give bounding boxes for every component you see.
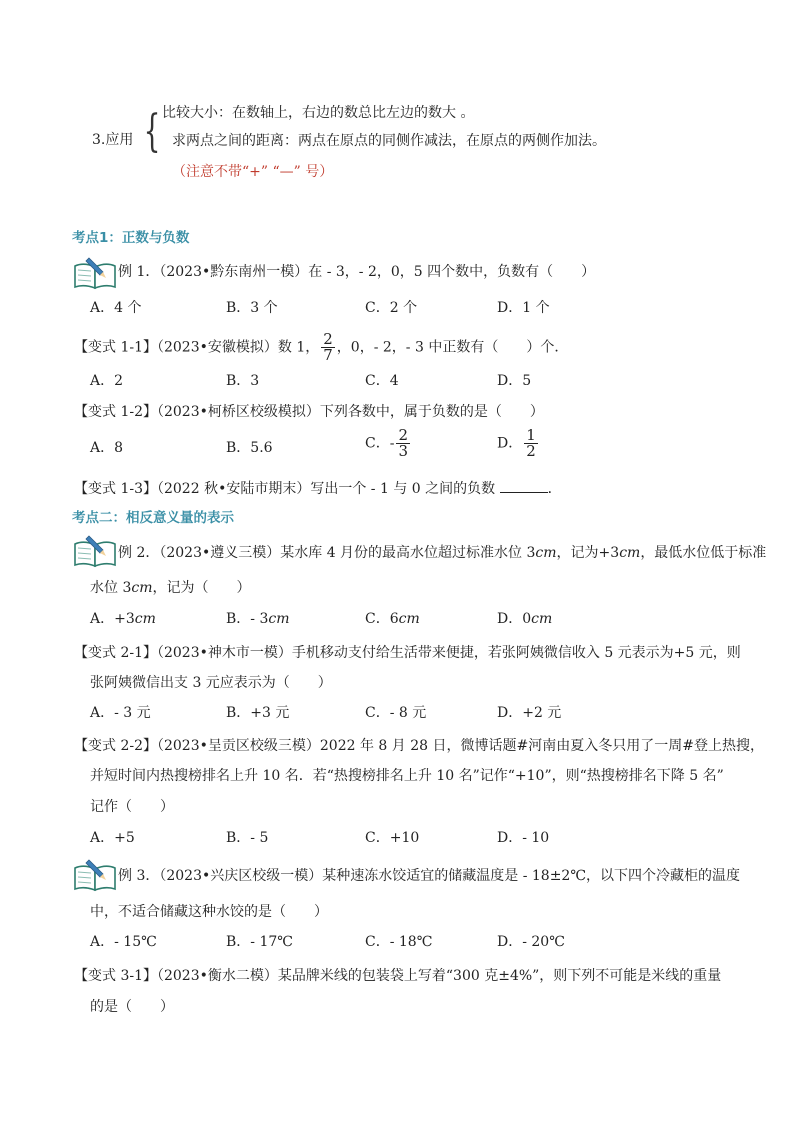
variant-3-1-line-1: 【变式 3-1】（2023•衡水二模）某品牌米线的包装袋上写着“300 克±4%”，则下列不可能是米线的重量 (74, 968, 722, 984)
section-2-title: 考点二：相反意义量的表示 (72, 510, 234, 526)
variant-1-3-question (74, 478, 562, 499)
example-2-option-d (497, 609, 552, 629)
example-3-option-b: B．- 17℃ (226, 934, 293, 950)
example-3-line-1: 例 3．（2023•兴庆区校级一模）某种速冻水饺适宜的储藏温度是 - 18±2℃，以下四个冷藏柜的温度 (118, 868, 740, 884)
variant-2-2-line-3: 记作（ ） (90, 799, 174, 815)
book-pencil-icon (72, 534, 118, 568)
variant-2-2-option-b: B．- 5 (226, 830, 269, 846)
unit-cm: cm (398, 611, 420, 627)
note-text: （注意不带“+” “—” 号） (172, 164, 334, 180)
variant-1-1-question (74, 332, 568, 363)
example-2-line-1 (118, 543, 766, 563)
example-2-text-d: 水位 3 (90, 580, 132, 596)
example-2-text-c: ，最低水位低于标准 (640, 545, 767, 561)
variant-1-1-option-b: B．3 (226, 373, 260, 389)
variant-1-2-option-c (365, 428, 412, 459)
example-1-option-d: D．1 个 (497, 300, 550, 316)
variant-3-1-line-2: 的是（ ） (90, 999, 174, 1015)
variant-1-1-option-a: A．2 (90, 373, 124, 389)
example-1-question: 例 1．（2023•黔东南州一模）在 - 3，- 2，0，5 四个数中，负数有（ ） (118, 264, 596, 280)
variant-2-2-line-2: 并短时间内热搜榜排名上升 10 名．若“热搜榜排名上升 10 名”记作“+10”，则“热搜榜排名下降 5 名” (90, 768, 724, 784)
variant-2-1-option-b: B．+3 元 (226, 705, 290, 721)
variant-1-2-option-b: B．5.6 (226, 440, 273, 456)
distance-rule: 求两点之间的距离：两点在原点的同侧作减法，在原点的两侧作加法。 (172, 133, 606, 149)
variant-1-3-end: ． (547, 481, 562, 497)
unit-cm: cm (535, 545, 557, 561)
variant-1-1-suffix: ，0，- 2，- 3 中正数有（ ）个． (336, 339, 569, 356)
unit-cm: cm (268, 611, 290, 627)
fraction-two-thirds (396, 428, 410, 459)
fraction-denominator: 7 (323, 346, 333, 364)
variant-1-2-option-d (497, 428, 540, 459)
option-text: C．6 (365, 611, 399, 627)
option-c-label: C． (365, 435, 390, 452)
example-1-option-c: C．2 个 (365, 300, 418, 316)
fraction-numerator: 2 (323, 330, 333, 348)
fraction-denominator: 3 (398, 442, 408, 460)
compare-rule: 比较大小：在数轴上，右边的数总比左边的数大 。 (162, 105, 475, 121)
option-d-label: D． (497, 435, 523, 452)
fraction-denominator: 2 (526, 442, 536, 460)
example-2-option-c (365, 609, 420, 629)
example-3-option-d: D．- 20℃ (497, 934, 565, 950)
section-1-title: 考点1：正数与负数 (72, 230, 190, 246)
negative-sign: - (389, 435, 395, 452)
variant-1-1-option-c: C．4 (365, 373, 399, 389)
variant-2-1-line-1: 【变式 2-1】（2023•神木市一模）手机移动支付给生活带来便捷，若张阿姨微信收入 5 元表示为+5 元，则 (74, 645, 741, 661)
variant-1-3-text: 【变式 1-3】（2022 秋•安陆市期末）写出一个 - 1 与 0 之间的负数 (74, 481, 496, 497)
option-text: B．- 3 (226, 611, 269, 627)
book-pencil-icon (72, 858, 118, 892)
example-1-option-a: A．4 个 (90, 300, 142, 316)
example-3-option-a: A．- 15℃ (90, 934, 157, 950)
fraction-numerator: 2 (398, 426, 408, 444)
variant-2-2-option-d: D．- 10 (497, 830, 550, 846)
variant-2-1-option-a: A．- 3 元 (90, 705, 151, 721)
option-text: D．0 (497, 611, 532, 627)
left-brace: { (143, 106, 161, 157)
unit-cm: cm (131, 580, 153, 596)
variant-2-1-option-c: C．- 8 元 (365, 705, 427, 721)
answer-blank (500, 478, 548, 493)
example-2-option-b (226, 609, 290, 629)
fraction-one-half (524, 428, 538, 459)
fraction-two-sevenths (321, 332, 335, 363)
unit-cm: cm (531, 611, 553, 627)
example-2-option-a (90, 609, 156, 629)
unit-cm: cm (619, 545, 641, 561)
example-2-text-a: 例 2．（2023•遵义三模）某水库 4 月份的最高水位超过标准水位 3 (118, 545, 536, 561)
variant-2-1-line-2: 张阿姨微信出支 3 元应表示为（ ） (90, 675, 332, 691)
variant-1-2-question: 【变式 1-2】（2023•柯桥区校级模拟）下列各数中，属于负数的是（ ） (74, 404, 544, 420)
variant-2-2-option-a: A．+5 (90, 830, 135, 846)
book-pencil-icon (72, 256, 118, 290)
unit-cm: cm (134, 611, 156, 627)
option-text: A．+3 (90, 611, 135, 627)
variant-2-1-option-d: D．+2 元 (497, 705, 562, 721)
example-2-text-b: ，记为+3 (556, 545, 620, 561)
example-2-text-e: ，记为（ ） (152, 580, 251, 596)
variant-1-1-option-d: D．5 (497, 373, 532, 389)
example-1-option-b: B．3 个 (226, 300, 278, 316)
example-2-line-2 (90, 578, 250, 598)
variant-2-2-option-c: C．+10 (365, 830, 420, 846)
apply-label: 3.应用 (92, 132, 134, 148)
variant-1-2-option-a: A．8 (90, 440, 124, 456)
variant-2-2-line-1: 【变式 2-2】（2023•呈贡区校级三模）2022 年 8 月 28 日，微博话题#河南由夏入冬只用了一周#登上热搜， (74, 738, 764, 754)
fraction-numerator: 1 (526, 426, 536, 444)
example-3-option-c: C．- 18℃ (365, 934, 433, 950)
variant-1-1-prefix: 【变式 1-1】（2023•安徽模拟）数 1， (74, 339, 320, 356)
example-3-line-2: 中，不适合储藏这种水饺的是（ ） (90, 904, 328, 920)
